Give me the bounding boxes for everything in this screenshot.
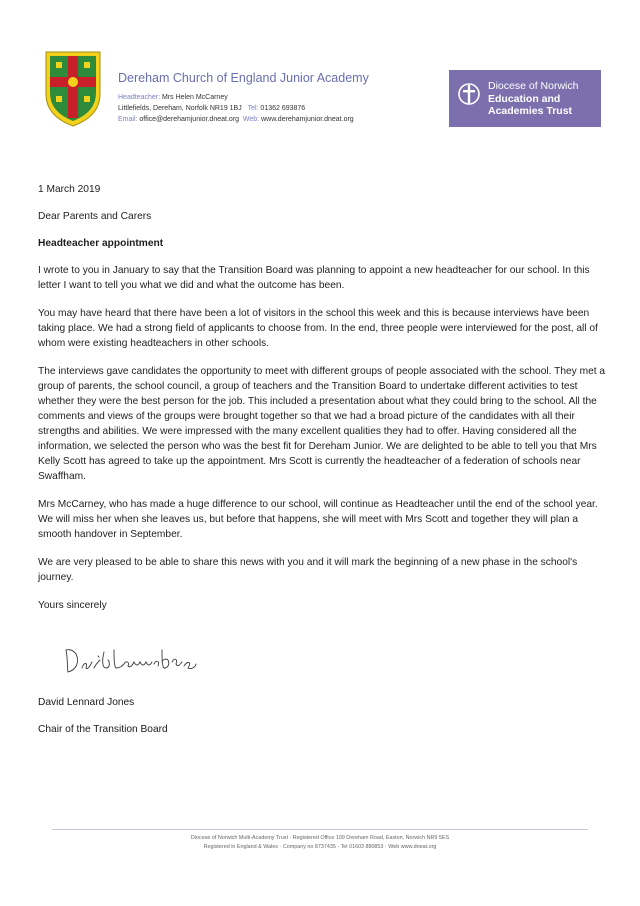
closing: Yours sincerely [38,600,107,611]
diocese-text [488,80,578,118]
diocese-cross-logo-icon [457,81,481,111]
headteacher-line [118,92,428,103]
email-link[interactable]: office@derehamjunior.dneat.org [139,116,240,123]
paragraph: You may have heard that there have been a lot of visitors in the school this week and this is because interviews have been taking place. We had a strong field of applicants to choose from. In the end, three people were interviewed for the post, all of whom were existing headteachers in other schools. [38,308,598,349]
footer-divider [52,829,588,830]
salutation: Dear Parents and Carers [38,211,152,222]
handwritten-signature-icon [62,640,202,680]
diocese-logo [449,70,601,127]
letter-date: 1 March 2019 [38,184,101,195]
diocese-line-2: Education and [488,92,561,105]
web-link[interactable]: www.derehamjunior.dneat.org [261,116,354,123]
diocese-line-3: Academies Trust [488,105,573,117]
school-details [118,70,428,125]
school-crest-shield-icon [44,50,102,128]
headteacher-value: Mrs Helen McCarney [161,94,228,101]
address-line [118,103,428,114]
headteacher-label: Headteacher: [118,94,161,101]
diocese-line-1: Diocese of Norwich [488,80,579,92]
paragraph: Mrs McCarney, who has made a huge difference to our school, will continue as Headteacher until the end of the school year. We will miss her when she leaves us, but before that happens, she will meet with Mrs Scott and together they will plan a smooth handover in September. [38,499,598,540]
contact-line [118,114,428,125]
footer [0,834,640,852]
paragraph: We are very pleased to be able to share this news with you and it will mark the beginning of a new phase in the school's journey. [38,557,578,583]
tel-value: 01362 693876 [260,105,306,112]
school-name: Dereham Church of England Junior Academy [118,71,369,85]
web-label: Web: [242,116,260,123]
tel-label: Tel: [247,105,259,112]
footer-line-1: Diocese of Norwich Multi-Academy Trust · Registered Office 109 Dereham Road, Easton, Norwich NR9 5ES [190,835,450,841]
paragraph: I wrote to you in January to say that the Transition Board was planning to appoint a new headteacher for our school. In this letter I want to tell you what we did and what the outcome has been. [38,265,590,291]
paragraph: The interviews gave candidates the opportunity to meet with different groups of people associated with the school. They met a group of parents, the school council, a group of teachers and the Transition Board to undertake different activities to test whether they were the best person for the job. This included a presentation about what they could bring to the school. All the comments and views of the groups were brought together so that we had a broad picture of the candidates with all their strengths and abilities. We were impressed with the many excellent qualities they had to offer. Having considered all the information, we selected the person who was the best fit for Dereham Junior. We are delighted to be able to tell you that Mrs Kelly Scott has agreed to take up the appointment. Mrs Scott is currently the headteacher of a federation of schools near Swaffham. [38,366,606,482]
signer-role: Chair of the Transition Board [38,724,168,735]
address: Littlefields, Dereham, Norfolk NR19 1BJ [118,105,242,112]
footer-line-2: Registered in England & Wales · Company no 8737435 · Tel 01603 880853 · Web www.dneat.org [203,844,437,850]
letter-body [38,182,608,613]
letter-subject: Headteacher appointment [38,238,164,249]
email-label: Email: [118,116,138,123]
signer-name: David Lennard Jones [38,697,135,708]
